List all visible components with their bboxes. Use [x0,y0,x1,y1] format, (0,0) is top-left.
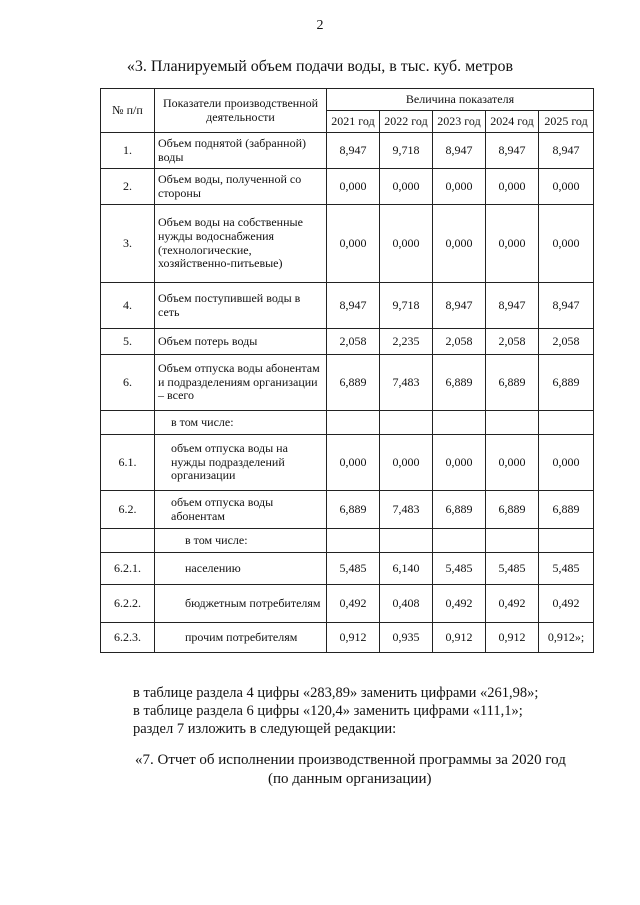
row-value: 8,947 [433,283,486,329]
row-value [486,411,539,435]
row-value: 2,058 [327,329,380,355]
note-line: раздел 7 изложить в следующей редакции: [133,721,397,737]
table-row [101,355,594,411]
row-value: 0,000 [539,169,594,205]
table-row [101,585,594,623]
row-value [380,411,433,435]
table-row [101,411,594,435]
header-year: 2025 год [539,111,594,133]
row-value: 0,000 [486,205,539,283]
row-value: 8,947 [539,283,594,329]
row-value: 0,000 [539,205,594,283]
row-indicator: бюджетным потребителям [155,585,327,623]
row-value: 0,000 [486,435,539,491]
row-number: 6.2. [101,491,155,529]
row-value: 6,889 [539,491,594,529]
row-value: 0,912 [486,623,539,653]
row-value: 0,000 [380,169,433,205]
row-value: 0,492 [327,585,380,623]
row-number: 6.1. [101,435,155,491]
row-value: 7,483 [380,355,433,411]
row-value: 0,000 [433,435,486,491]
row-value: 8,947 [327,133,380,169]
table-row [101,205,594,283]
table-row [101,623,594,653]
row-indicator: Объем воды, полученной со стороны [155,169,327,205]
row-value: 0,000 [539,435,594,491]
row-value: 0,000 [433,169,486,205]
row-indicator: объем отпуска воды на нужды подразделений организации [155,435,327,491]
table-row [101,283,594,329]
section-7-title [0,751,640,789]
row-indicator: Объем поступившей воды в сеть [155,283,327,329]
row-value: 2,235 [380,329,433,355]
table-row [101,133,594,169]
row-indicator: Объем воды на собственные нужды водоснабжения (технологические, хозяйственно-питьевые) [155,205,327,283]
row-value [433,529,486,553]
note-line: в таблице раздела 4 цифры «283,89» заменить цифрами «261,98»; [133,685,539,701]
section-heading: «3. Планируемый объем подачи воды, в тыс. куб. метров [126,58,514,75]
row-indicator: в том числе: [155,529,327,553]
amendment-notes [133,684,603,738]
row-value: 0,000 [380,205,433,283]
row-value: 6,889 [486,491,539,529]
row-value: 6,889 [433,491,486,529]
table-body [101,133,594,653]
row-value: 5,485 [327,553,380,585]
row-indicator: в том числе: [155,411,327,435]
row-value: 0,912»; [539,623,594,653]
row-value: 6,889 [539,355,594,411]
section-7-line2: (по данным организации) [268,771,432,787]
row-number: 1. [101,133,155,169]
row-number: 6. [101,355,155,411]
water-supply-table [100,88,594,653]
row-value: 6,889 [486,355,539,411]
row-value: 0,000 [380,435,433,491]
row-value: 7,483 [380,491,433,529]
row-value: 5,485 [433,553,486,585]
row-value: 0,000 [327,205,380,283]
row-indicator: Объем поднятой (забранной) воды [155,133,327,169]
header-year: 2022 год [380,111,433,133]
row-value: 6,140 [380,553,433,585]
row-number: 2. [101,169,155,205]
header-num: № п/п [101,89,155,133]
row-value [433,411,486,435]
table-row [101,491,594,529]
header-indicator: Показатели производственной деятельности [155,89,327,133]
row-value: 0,492 [433,585,486,623]
row-value: 0,000 [327,435,380,491]
row-value [486,529,539,553]
row-indicator: населению [155,553,327,585]
row-value: 0,492 [486,585,539,623]
row-value: 2,058 [433,329,486,355]
row-value [327,529,380,553]
table-row [101,169,594,205]
row-number: 6.2.2. [101,585,155,623]
row-value: 8,947 [486,283,539,329]
header-value-group: Величина показателя [327,89,594,111]
row-value: 8,947 [539,133,594,169]
row-indicator: Объем отпуска воды абонентам и подразделениям организации – всего [155,355,327,411]
row-value [380,529,433,553]
table-row [101,329,594,355]
row-value: 0,492 [539,585,594,623]
row-value: 2,058 [539,329,594,355]
note-line: в таблице раздела 6 цифры «120,4» заменить цифрами «111,1»; [133,703,523,719]
row-indicator: Объем потерь воды [155,329,327,355]
row-number [101,411,155,435]
page-number: 2 [316,18,324,33]
row-value: 0,000 [327,169,380,205]
row-value: 6,889 [433,355,486,411]
row-value: 0,912 [433,623,486,653]
row-value: 0,000 [433,205,486,283]
row-value [327,411,380,435]
row-value [539,529,594,553]
row-value: 9,718 [380,133,433,169]
row-indicator: объем отпуска воды абонентам [155,491,327,529]
row-number [101,529,155,553]
row-value: 8,947 [433,133,486,169]
row-indicator: прочим потребителям [155,623,327,653]
table-row [101,553,594,585]
row-number: 3. [101,205,155,283]
row-number: 5. [101,329,155,355]
row-value: 0,000 [486,169,539,205]
row-value: 2,058 [486,329,539,355]
header-year: 2024 год [486,111,539,133]
row-value: 8,947 [327,283,380,329]
row-value: 6,889 [327,355,380,411]
row-value: 5,485 [486,553,539,585]
row-value: 0,935 [380,623,433,653]
header-year: 2023 год [433,111,486,133]
row-value [539,411,594,435]
row-value: 9,718 [380,283,433,329]
section-7-line1: «7. Отчет об исполнении производственной программы за 2020 год [135,752,566,768]
header-year: 2021 год [327,111,380,133]
row-value: 8,947 [486,133,539,169]
row-number: 6.2.1. [101,553,155,585]
row-number: 4. [101,283,155,329]
row-value: 0,408 [380,585,433,623]
table-row [101,529,594,553]
row-value: 0,912 [327,623,380,653]
row-number: 6.2.3. [101,623,155,653]
row-value: 5,485 [539,553,594,585]
table-row [101,435,594,491]
row-value: 6,889 [327,491,380,529]
